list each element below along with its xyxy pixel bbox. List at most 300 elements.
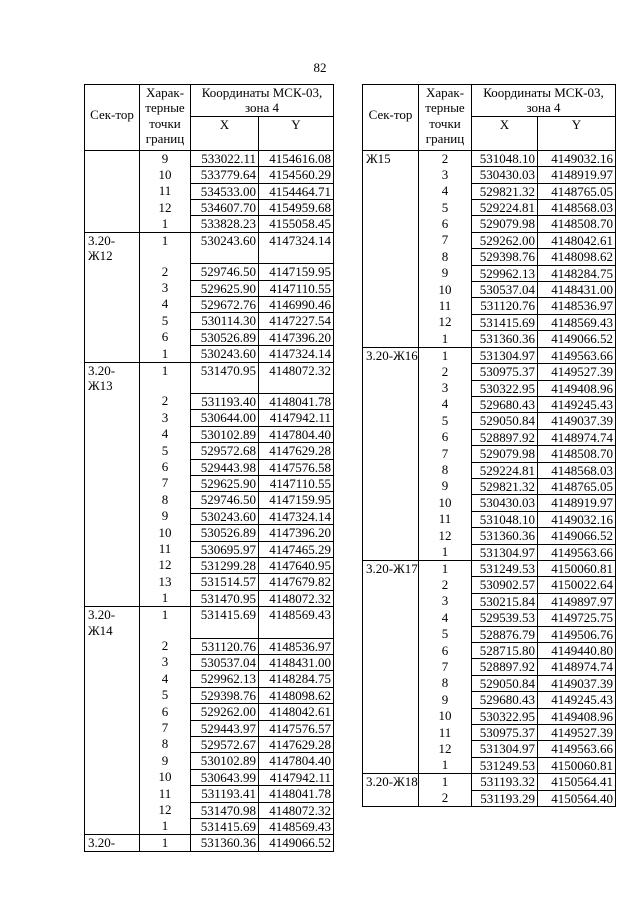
x-coord-cell: 530243.60: [191, 508, 259, 524]
y-coord-cell: 4149527.39: [538, 364, 616, 380]
sector-cell: [85, 786, 140, 802]
sector-cell: [85, 736, 140, 752]
table-row: [85, 671, 334, 687]
table-row: [85, 443, 334, 459]
sector-cell: 3.20-Ж14: [85, 607, 140, 638]
y-coord-cell: 4154959.68: [259, 200, 334, 216]
x-coord-cell: 530322.95: [472, 708, 538, 724]
table-row: [363, 396, 616, 412]
sector-cell: [363, 380, 419, 396]
point-cell: 6: [140, 459, 191, 475]
table-row: [85, 687, 334, 703]
table-row: [85, 786, 334, 802]
table-row: [363, 741, 616, 757]
table-row: [363, 413, 616, 429]
point-cell: 12: [140, 200, 191, 216]
header-sector: Сек-тор: [363, 85, 419, 151]
x-coord-cell: 531470.98: [191, 802, 259, 818]
point-cell: 4: [140, 426, 191, 442]
sector-cell: [85, 671, 140, 687]
point-cell: 1: [419, 347, 472, 363]
y-coord-cell: 4150564.40: [538, 790, 616, 806]
sector-cell: [85, 492, 140, 508]
sector-cell: [363, 282, 419, 298]
table-row: [363, 659, 616, 675]
x-coord-cell: 534607.70: [191, 200, 259, 216]
sector-cell: [363, 167, 419, 183]
x-coord-cell: 530243.60: [191, 346, 259, 362]
y-coord-cell: 4148536.97: [538, 298, 616, 314]
y-coord-cell: 4148098.62: [259, 687, 334, 703]
coordinates-table-left: [84, 84, 334, 852]
y-coord-cell: 4147679.82: [259, 574, 334, 590]
table-row: [363, 495, 616, 511]
y-coord-cell: 4149037.39: [538, 413, 616, 429]
y-coord-cell: 4147324.14: [259, 346, 334, 362]
point-cell: 12: [419, 314, 472, 330]
y-coord-cell: 4149563.66: [538, 347, 616, 363]
table-row: [85, 459, 334, 475]
sector-cell: [85, 541, 140, 557]
x-coord-cell: 529625.90: [191, 280, 259, 296]
sector-cell: [85, 216, 140, 232]
point-cell: 11: [140, 786, 191, 802]
y-coord-cell: 4147324.14: [259, 508, 334, 524]
y-coord-cell: 4146990.46: [259, 296, 334, 312]
x-coord-cell: 530243.60: [191, 232, 259, 263]
table-row: [363, 364, 616, 380]
sector-cell: [85, 818, 140, 834]
sector-cell: [363, 725, 419, 741]
table-row: [85, 557, 334, 573]
sector-cell: [363, 314, 419, 330]
table-row: [363, 462, 616, 478]
point-cell: 3: [419, 593, 472, 609]
sector-cell: [363, 626, 419, 642]
x-coord-cell: 529224.81: [472, 462, 538, 478]
x-coord-cell: 529262.00: [472, 232, 538, 248]
point-cell: 9: [140, 753, 191, 769]
point-cell: 9: [419, 265, 472, 281]
table-row: [85, 183, 334, 199]
x-coord-cell: 531360.36: [191, 835, 259, 851]
sector-cell: [363, 216, 419, 232]
sector-cell: [85, 280, 140, 296]
sector-cell: [363, 413, 419, 429]
x-coord-cell: 534533.00: [191, 183, 259, 199]
header-y: Y: [259, 116, 334, 150]
table-row: [85, 264, 334, 280]
point-cell: 7: [419, 659, 472, 675]
y-coord-cell: 4155058.45: [259, 216, 334, 232]
point-cell: 7: [419, 232, 472, 248]
x-coord-cell: 530537.04: [191, 654, 259, 670]
sector-cell: [85, 687, 140, 703]
y-coord-cell: 4148284.75: [259, 671, 334, 687]
x-coord-cell: 530644.00: [191, 410, 259, 426]
table-row: [363, 298, 616, 314]
table-row: [85, 426, 334, 442]
table-row: [85, 753, 334, 769]
point-cell: 12: [419, 528, 472, 544]
point-cell: 10: [140, 167, 191, 183]
y-coord-cell: 4149563.66: [538, 741, 616, 757]
x-coord-cell: 531304.97: [472, 741, 538, 757]
y-coord-cell: 4148072.32: [259, 590, 334, 606]
point-cell: 2: [140, 393, 191, 409]
sector-cell: 3.20-Ж13: [85, 362, 140, 393]
y-coord-cell: 4148919.97: [538, 495, 616, 511]
sector-cell: [363, 593, 419, 609]
x-coord-cell: 529079.98: [472, 216, 538, 232]
x-coord-cell: 531249.53: [472, 560, 538, 576]
x-coord-cell: 531299.28: [191, 557, 259, 573]
x-coord-cell: 531120.76: [472, 298, 538, 314]
point-cell: 3: [140, 280, 191, 296]
sector-cell: [85, 557, 140, 573]
table-row: [363, 200, 616, 216]
x-coord-cell: 529398.76: [191, 687, 259, 703]
y-coord-cell: 4154616.08: [259, 150, 334, 166]
sector-cell: [363, 675, 419, 691]
point-cell: 12: [140, 557, 191, 573]
sector-cell: [363, 396, 419, 412]
x-coord-cell: 531470.95: [191, 362, 259, 393]
sector-cell: [85, 720, 140, 736]
y-coord-cell: 4148072.32: [259, 362, 334, 393]
table-row: [85, 835, 334, 851]
sector-cell: [363, 708, 419, 724]
header-point: Харак-терные точки границ: [419, 85, 472, 151]
x-coord-cell: 533022.11: [191, 150, 259, 166]
table-row: [363, 282, 616, 298]
y-coord-cell: 4148042.61: [259, 704, 334, 720]
x-coord-cell: 529572.68: [191, 443, 259, 459]
table-row: [363, 183, 616, 199]
sector-cell: [363, 232, 419, 248]
point-cell: 6: [140, 329, 191, 345]
x-coord-cell: 529625.90: [191, 475, 259, 491]
sector-cell: [85, 654, 140, 670]
point-cell: 13: [140, 574, 191, 590]
y-coord-cell: 4149725.75: [538, 610, 616, 626]
table-row: [363, 593, 616, 609]
table-row: [85, 216, 334, 232]
table-row: [85, 736, 334, 752]
x-coord-cell: 528876.79: [472, 626, 538, 642]
point-cell: 5: [419, 413, 472, 429]
point-cell: 1: [140, 362, 191, 393]
sector-cell: [85, 183, 140, 199]
table-row: [363, 544, 616, 560]
sector-cell: [363, 692, 419, 708]
y-coord-cell: 4149032.16: [538, 511, 616, 527]
y-coord-cell: 4147324.14: [259, 232, 334, 263]
x-coord-cell: 531514.57: [191, 574, 259, 590]
point-cell: 8: [140, 736, 191, 752]
point-cell: 8: [419, 249, 472, 265]
x-coord-cell: 529443.97: [191, 720, 259, 736]
point-cell: 1: [140, 216, 191, 232]
x-coord-cell: 531048.10: [472, 511, 538, 527]
y-coord-cell: 4148508.70: [538, 216, 616, 232]
point-cell: 8: [140, 492, 191, 508]
x-coord-cell: 530114.30: [191, 313, 259, 329]
sector-cell: [85, 443, 140, 459]
table-row: [85, 704, 334, 720]
x-coord-cell: 531193.41: [191, 786, 259, 802]
x-coord-cell: 530537.04: [472, 282, 538, 298]
sector-cell: [85, 296, 140, 312]
point-cell: 3: [140, 654, 191, 670]
table-row: [363, 528, 616, 544]
point-cell: 4: [140, 296, 191, 312]
y-coord-cell: 4149032.16: [538, 150, 616, 166]
point-cell: 7: [140, 720, 191, 736]
table-row: [363, 478, 616, 494]
y-coord-cell: 4148569.43: [259, 607, 334, 638]
table-row: [363, 347, 616, 363]
point-cell: 1: [419, 560, 472, 576]
sector-cell: [85, 769, 140, 785]
sector-cell: [85, 393, 140, 409]
table-row: [363, 446, 616, 462]
table-row: [363, 265, 616, 281]
x-coord-cell: 529079.98: [472, 446, 538, 462]
x-coord-cell: 530902.57: [472, 577, 538, 593]
y-coord-cell: 4149440.80: [538, 643, 616, 659]
y-coord-cell: 4147159.95: [259, 264, 334, 280]
header-coords: Координаты МСК-03, зона 4: [472, 85, 616, 117]
header-coords: Координаты МСК-03, зона 4: [191, 85, 334, 117]
point-cell: 1: [140, 607, 191, 638]
y-coord-cell: 4148568.03: [538, 462, 616, 478]
x-coord-cell: 530975.37: [472, 725, 538, 741]
point-cell: 9: [419, 692, 472, 708]
table-row: [85, 654, 334, 670]
x-coord-cell: 531360.36: [472, 331, 538, 347]
y-coord-cell: 4147804.40: [259, 426, 334, 442]
point-cell: 9: [140, 508, 191, 524]
sector-cell: 3.20-Ж18: [363, 774, 419, 790]
point-cell: 8: [419, 675, 472, 691]
y-coord-cell: 4147942.11: [259, 769, 334, 785]
point-cell: 4: [140, 671, 191, 687]
point-cell: 10: [419, 282, 472, 298]
x-coord-cell: 530643.99: [191, 769, 259, 785]
table-row: [363, 216, 616, 232]
x-coord-cell: 529539.53: [472, 610, 538, 626]
sector-cell: [363, 741, 419, 757]
table-header-left: [85, 85, 334, 151]
sector-cell: [363, 544, 419, 560]
x-coord-cell: 529050.84: [472, 675, 538, 691]
y-coord-cell: 4148765.05: [538, 183, 616, 199]
table-row: [363, 708, 616, 724]
table-row: [363, 314, 616, 330]
table-row: [85, 346, 334, 362]
point-cell: 6: [140, 704, 191, 720]
y-coord-cell: 4148098.62: [538, 249, 616, 265]
y-coord-cell: 4148974.74: [538, 659, 616, 675]
x-coord-cell: 529050.84: [472, 413, 538, 429]
sector-cell: [85, 346, 140, 362]
point-cell: 1: [140, 590, 191, 606]
y-coord-cell: 4149506.76: [538, 626, 616, 642]
table-row: [363, 380, 616, 396]
point-cell: 4: [419, 396, 472, 412]
x-coord-cell: 529962.13: [191, 671, 259, 687]
x-coord-cell: 530322.95: [472, 380, 538, 396]
sector-cell: [363, 183, 419, 199]
point-cell: 1: [140, 818, 191, 834]
point-cell: 10: [419, 495, 472, 511]
y-coord-cell: 4154560.29: [259, 167, 334, 183]
point-cell: 10: [140, 525, 191, 541]
y-coord-cell: 4147576.58: [259, 459, 334, 475]
y-coord-cell: 4147629.28: [259, 443, 334, 459]
sector-cell: [363, 429, 419, 445]
table-row: [85, 508, 334, 524]
y-coord-cell: 4147396.20: [259, 525, 334, 541]
point-cell: 12: [140, 802, 191, 818]
table-row: [85, 720, 334, 736]
y-coord-cell: 4148569.43: [538, 314, 616, 330]
table-row: [85, 362, 334, 393]
x-coord-cell: 531193.29: [472, 790, 538, 806]
sector-cell: [363, 478, 419, 494]
y-coord-cell: 4148042.61: [538, 232, 616, 248]
table-row: [85, 150, 334, 166]
table-body-left: [85, 150, 334, 851]
table-row: [85, 296, 334, 312]
y-coord-cell: 4147804.40: [259, 753, 334, 769]
point-cell: 2: [419, 577, 472, 593]
y-coord-cell: 4147576.57: [259, 720, 334, 736]
point-cell: 11: [419, 511, 472, 527]
sector-cell: [363, 577, 419, 593]
table-row: [363, 150, 616, 166]
sector-cell: [85, 508, 140, 524]
sector-cell: [85, 475, 140, 491]
table-row: [363, 790, 616, 806]
sector-cell: [363, 446, 419, 462]
y-coord-cell: 4147396.20: [259, 329, 334, 345]
sector-cell: [85, 525, 140, 541]
sector-cell: [363, 462, 419, 478]
y-coord-cell: 4149066.52: [538, 528, 616, 544]
y-coord-cell: 4149897.97: [538, 593, 616, 609]
sector-cell: [363, 528, 419, 544]
header-sector: Сек-тор: [85, 85, 140, 151]
table-row: [85, 638, 334, 654]
sector-cell: [85, 753, 140, 769]
sector-cell: 3.20-Ж16: [363, 347, 419, 363]
x-coord-cell: 529821.32: [472, 478, 538, 494]
x-coord-cell: 529821.32: [472, 183, 538, 199]
x-coord-cell: 531415.69: [191, 607, 259, 638]
table-row: [85, 492, 334, 508]
coordinates-table-right: [362, 84, 616, 807]
y-coord-cell: 4150060.81: [538, 560, 616, 576]
point-cell: 10: [140, 769, 191, 785]
x-coord-cell: 529672.76: [191, 296, 259, 312]
point-cell: 11: [419, 725, 472, 741]
point-cell: 12: [419, 741, 472, 757]
table-row: [85, 410, 334, 426]
x-coord-cell: 530102.89: [191, 753, 259, 769]
table-row: [85, 818, 334, 834]
point-cell: 6: [419, 643, 472, 659]
sector-cell: [363, 200, 419, 216]
point-cell: 11: [140, 541, 191, 557]
sector-cell: [363, 757, 419, 773]
y-coord-cell: 4148974.74: [538, 429, 616, 445]
table-row: [85, 541, 334, 557]
y-coord-cell: 4148041.78: [259, 786, 334, 802]
sector-cell: [363, 331, 419, 347]
sector-cell: [85, 200, 140, 216]
x-coord-cell: 531470.95: [191, 590, 259, 606]
y-coord-cell: 4148508.70: [538, 446, 616, 462]
sector-cell: [85, 426, 140, 442]
table-row: [85, 525, 334, 541]
y-coord-cell: 4148072.32: [259, 802, 334, 818]
x-coord-cell: 530526.89: [191, 329, 259, 345]
x-coord-cell: 531415.69: [472, 314, 538, 330]
x-coord-cell: 530102.89: [191, 426, 259, 442]
y-coord-cell: 4149066.52: [259, 835, 334, 851]
sector-cell: [363, 495, 419, 511]
y-coord-cell: 4148431.00: [538, 282, 616, 298]
table-row: [363, 757, 616, 773]
y-coord-cell: 4148568.03: [538, 200, 616, 216]
x-coord-cell: 531193.40: [191, 393, 259, 409]
sector-cell: [363, 511, 419, 527]
x-coord-cell: 531415.69: [191, 818, 259, 834]
sector-cell: [85, 313, 140, 329]
table-row: [363, 774, 616, 790]
table-row: [85, 200, 334, 216]
y-coord-cell: 4148431.00: [259, 654, 334, 670]
x-coord-cell: 530975.37: [472, 364, 538, 380]
point-cell: 7: [419, 446, 472, 462]
point-cell: 3: [140, 410, 191, 426]
x-coord-cell: 533779.64: [191, 167, 259, 183]
point-cell: 10: [419, 708, 472, 724]
x-coord-cell: 530430.03: [472, 495, 538, 511]
y-coord-cell: 4147942.11: [259, 410, 334, 426]
x-coord-cell: 530526.89: [191, 525, 259, 541]
table-row: [363, 560, 616, 576]
x-coord-cell: 531048.10: [472, 150, 538, 166]
point-cell: 1: [419, 757, 472, 773]
y-coord-cell: 4150022.64: [538, 577, 616, 593]
x-coord-cell: 528715.80: [472, 643, 538, 659]
table-row: [363, 511, 616, 527]
point-cell: 5: [140, 443, 191, 459]
sector-cell: [85, 802, 140, 818]
x-coord-cell: 531120.76: [191, 638, 259, 654]
y-coord-cell: 4150060.81: [538, 757, 616, 773]
table-row: [85, 393, 334, 409]
sector-cell: [363, 790, 419, 806]
table-row: [363, 692, 616, 708]
sector-cell: [85, 459, 140, 475]
x-coord-cell: 530430.03: [472, 167, 538, 183]
table-row: [363, 675, 616, 691]
y-coord-cell: 4147110.55: [259, 280, 334, 296]
